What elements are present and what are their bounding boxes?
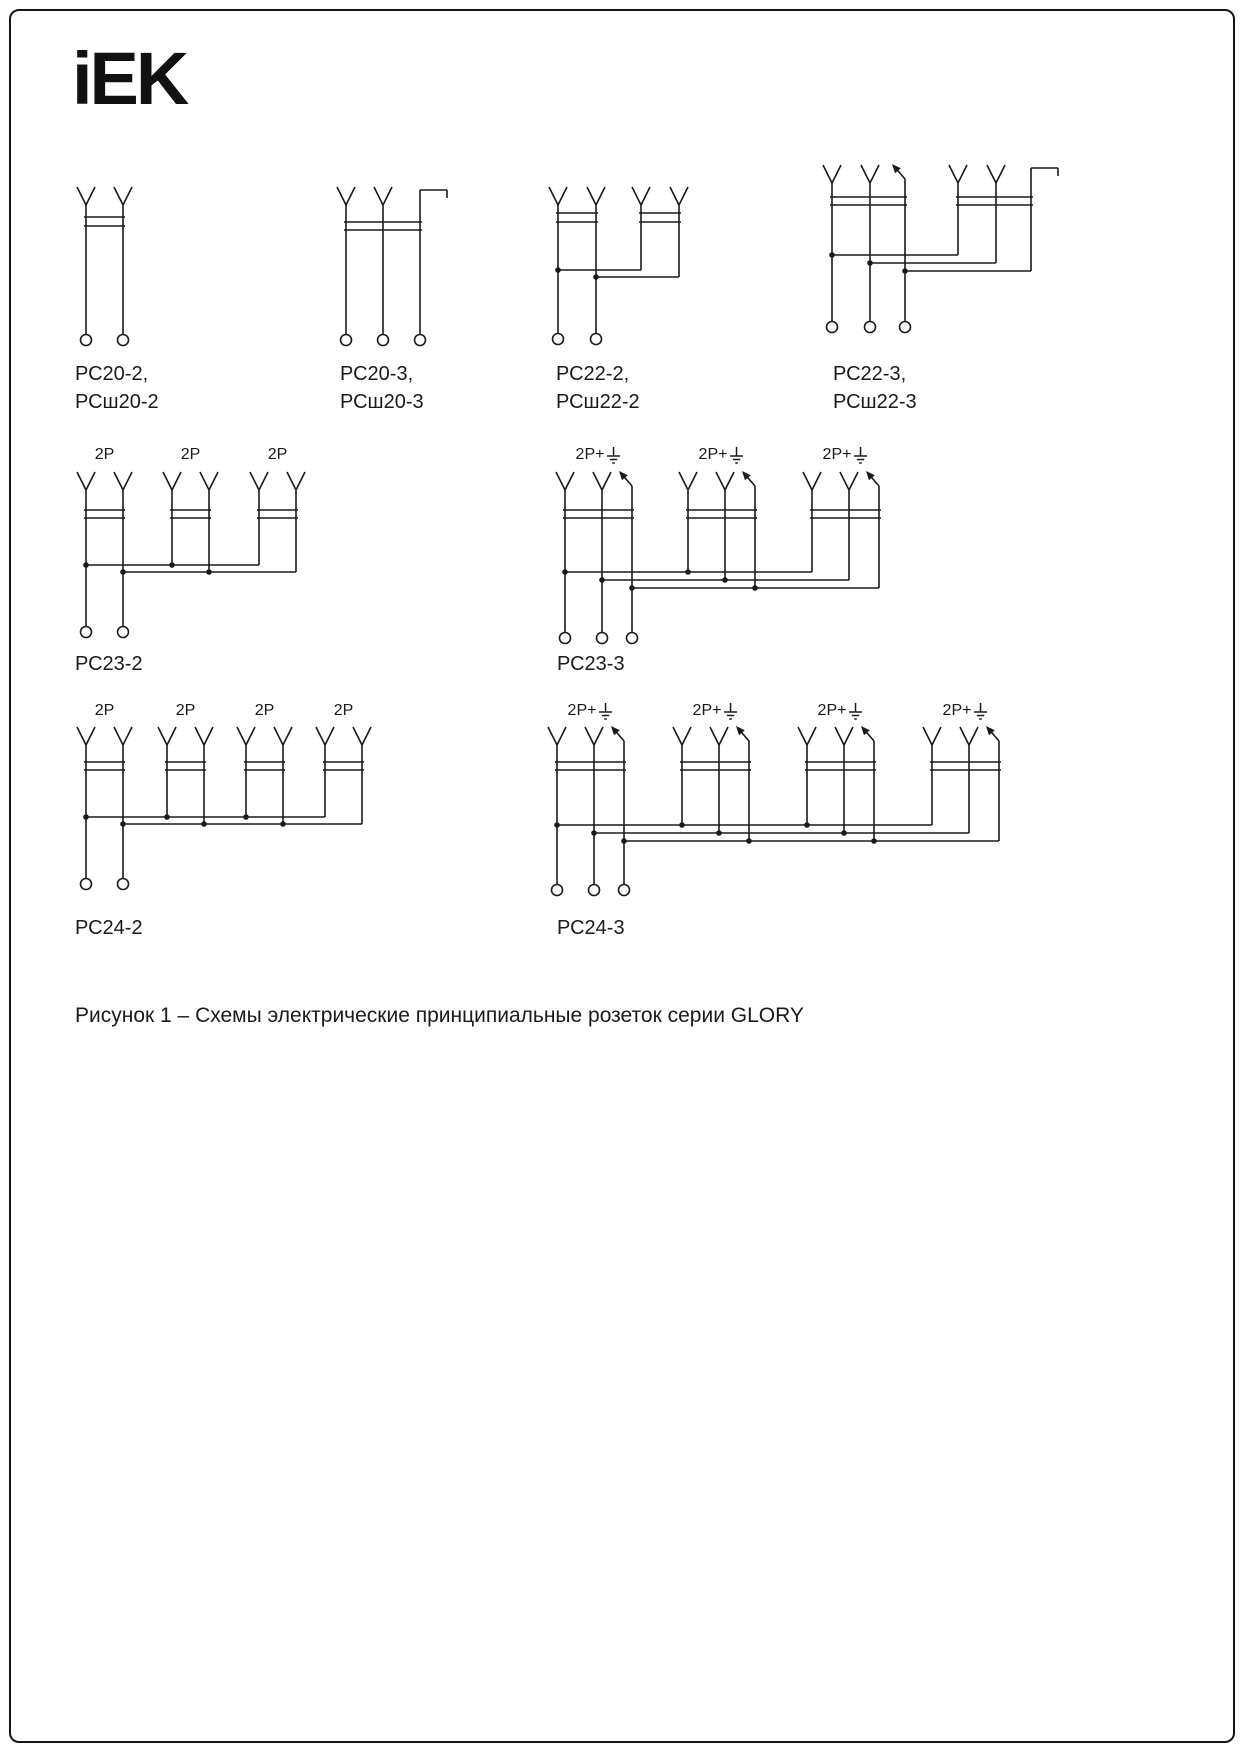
diagram-label-line: РС22-2, — [556, 363, 630, 385]
schematic-ps24-2 — [77, 727, 371, 890]
diagram-label-ps23-2 — [75, 650, 143, 678]
diagram-label-line: РСш20-2 — [75, 391, 159, 413]
gang-type-text: 2Р+ — [692, 702, 722, 719]
gang-type-label — [693, 702, 739, 721]
gang-type-text: 2Р — [254, 702, 275, 719]
gang-type-text: 2Р+ — [575, 446, 605, 463]
diagram-label-ps20-3 — [340, 360, 424, 416]
gang-type-label — [576, 446, 622, 465]
gang-type-label — [334, 702, 354, 720]
earth-ground-icon — [598, 703, 613, 721]
gang-type-text: 2Р — [267, 446, 288, 463]
diagram-label-line: РСш22-2 — [556, 391, 640, 413]
gang-type-text: 2Р — [94, 446, 115, 463]
diagram-label-line: РС20-2, — [75, 363, 149, 385]
earth-ground-icon — [606, 447, 621, 465]
gang-type-text: 2Р+ — [567, 702, 597, 719]
diagram-label-ps22-3 — [833, 360, 917, 416]
diagram-label-ps20-2 — [75, 360, 159, 416]
gang-type-label — [699, 446, 745, 465]
page-border — [9, 9, 1235, 1743]
gang-type-text: 2Р+ — [822, 446, 852, 463]
gang-type-text: 2Р+ — [817, 702, 847, 719]
diagram-label-line: РС23-3 — [557, 653, 625, 675]
gang-type-label — [255, 702, 275, 720]
gang-type-text: 2Р+ — [942, 702, 972, 719]
gang-type-label — [95, 702, 115, 720]
gang-type-text: 2Р — [333, 702, 354, 719]
diagram-label-line: РС24-3 — [557, 917, 625, 939]
diagram-label-ps24-2 — [75, 914, 143, 942]
gang-type-label — [268, 446, 288, 464]
iek-logo: iEK — [72, 37, 187, 120]
diagram-label-line: РС24-2 — [75, 917, 143, 939]
schematic-ps23-3 — [556, 471, 881, 644]
schematic-ps24-3 — [548, 726, 1001, 896]
schematic-ps22-3 — [823, 164, 1058, 333]
diagram-label-ps23-3 — [557, 650, 625, 678]
schematic-ps20-3 — [337, 187, 447, 346]
gang-type-text: 2Р — [94, 702, 115, 719]
earth-ground-icon — [723, 703, 738, 721]
schematic-ps20-2 — [77, 187, 132, 346]
gang-type-label — [823, 446, 869, 465]
schematic-ps23-2 — [77, 472, 305, 638]
diagram-label-line: РС23-2 — [75, 653, 143, 675]
figure-caption: Рисунок 1 – Схемы электрические принципиальные розеток серии GLORY — [75, 1004, 804, 1027]
diagram-label-ps22-2 — [556, 360, 640, 416]
gang-type-label — [943, 702, 989, 721]
schematic-ps22-2 — [549, 187, 688, 345]
earth-ground-icon — [848, 703, 863, 721]
diagram-label-ps24-3 — [557, 914, 625, 942]
diagram-label-line: РСш20-3 — [340, 391, 424, 413]
gang-type-label — [181, 446, 201, 464]
diagram-label-line: РС22-3, — [833, 363, 907, 385]
diagram-label-line: РС20-3, — [340, 363, 414, 385]
earth-ground-icon — [729, 447, 744, 465]
gang-type-text: 2Р — [175, 702, 196, 719]
gang-type-label — [568, 702, 614, 721]
gang-type-label — [818, 702, 864, 721]
earth-ground-icon — [853, 447, 868, 465]
gang-type-text: 2Р+ — [698, 446, 728, 463]
gang-type-text: 2Р — [180, 446, 201, 463]
gang-type-label — [95, 446, 115, 464]
gang-type-label — [176, 702, 196, 720]
diagram-label-line: РСш22-3 — [833, 391, 917, 413]
earth-ground-icon — [973, 703, 988, 721]
